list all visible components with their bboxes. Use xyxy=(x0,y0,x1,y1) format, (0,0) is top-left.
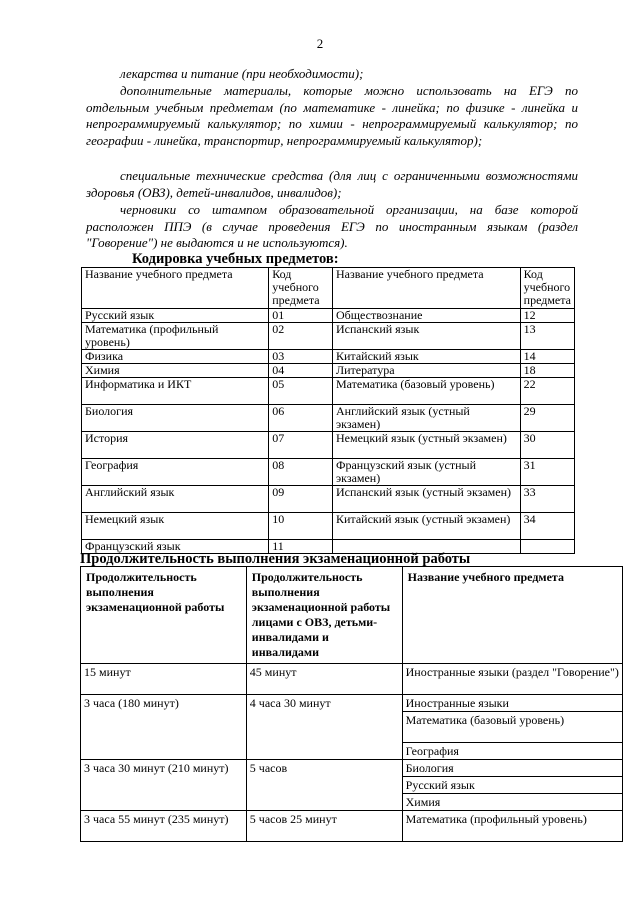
subject-code: 11 xyxy=(269,540,333,554)
duration-ovz-cell: 4 часа 30 минут xyxy=(246,695,402,760)
duration-cell: 3 часа 55 минут (235 минут) xyxy=(81,811,247,842)
table-row xyxy=(81,664,623,695)
header-subject: Название учебного предмета xyxy=(402,567,622,664)
table-row xyxy=(82,486,575,513)
subject-code: 34 xyxy=(520,513,574,540)
subject-code: 12 xyxy=(520,309,574,323)
subject-code: 07 xyxy=(269,432,333,459)
duration-table-title: Продолжительность выполнения экзаменационной работы xyxy=(80,551,471,567)
subject-code: 08 xyxy=(269,459,333,486)
subject-code: 13 xyxy=(520,323,574,350)
subject-code: 18 xyxy=(520,364,574,378)
subject-name: Французский язык xyxy=(82,540,269,554)
subject-name: Русский язык xyxy=(82,309,269,323)
subject-name: Испанский язык xyxy=(333,323,521,350)
table-row xyxy=(82,405,575,432)
subject-name: Французский язык (устный экзамен) xyxy=(333,459,521,486)
header-duration-ovz: Продолжительность выполнения экзаменационной работы лицами с ОВЗ, детьми-инвалидами и инвалидами xyxy=(246,567,402,664)
subject-code: 04 xyxy=(269,364,333,378)
subject-cell: Математика (базовый уровень) xyxy=(402,712,622,743)
duration-cell: 3 часа (180 минут) xyxy=(81,695,247,760)
subject-code: 29 xyxy=(520,405,574,432)
subject-name: Немецкий язык xyxy=(82,513,269,540)
header-duration: Продолжительность выполнения экзаменационной работы xyxy=(81,567,247,664)
subject-codes-table xyxy=(81,267,575,554)
subject-name: Математика (профильный уровень) xyxy=(82,323,269,350)
header-subject-code: Код учебного предмета xyxy=(269,268,333,309)
subject-code: 01 xyxy=(269,309,333,323)
table-row xyxy=(82,432,575,459)
subject-code: 10 xyxy=(269,513,333,540)
subject-cell: Иностранные языки xyxy=(402,695,622,712)
duration-cell: 15 минут xyxy=(81,664,247,695)
codes-table-title: Кодировка учебных предметов: xyxy=(132,251,339,267)
subject-name: История xyxy=(82,432,269,459)
subject-name: Обществознание xyxy=(333,309,521,323)
subject-code: 30 xyxy=(520,432,574,459)
subject-cell: Математика (профильный уровень) xyxy=(402,811,622,842)
header-subject-name: Название учебного предмета xyxy=(333,268,521,309)
table-row xyxy=(82,459,575,486)
subject-name: Литература xyxy=(333,364,521,378)
exam-duration-table xyxy=(80,566,623,842)
paragraph-special-means: специальные технические средства (для лиц с ограниченными возможностями здоровья (ОВЗ), детей-инвалидов, инвалидов); xyxy=(86,168,578,200)
subject-code: 05 xyxy=(269,378,333,405)
subject-name: Испанский язык (устный экзамен) xyxy=(333,486,521,513)
subject-cell: Биология xyxy=(402,760,622,777)
subject-cell: Русский язык xyxy=(402,777,622,794)
subject-code: 06 xyxy=(269,405,333,432)
subject-name: Информатика и ИКТ xyxy=(82,378,269,405)
table-row xyxy=(82,364,575,378)
paragraph-drafts: черновики со штампом образовательной организации, на базе которой расположен ППЭ (в случае проведения ЕГЭ по иностранным языкам (раздел "Говорение") не выдаются и не используются). xyxy=(86,202,578,250)
paragraph-medicine: лекарства и питание (при необходимости); xyxy=(120,66,364,81)
subject-code: 22 xyxy=(520,378,574,405)
table-row xyxy=(82,323,575,350)
subject-name: Английский язык (устный экзамен) xyxy=(333,405,521,432)
subject-code xyxy=(520,540,574,554)
subject-name: Английский язык xyxy=(82,486,269,513)
header-subject-name: Название учебного предмета xyxy=(82,268,269,309)
subject-code: 03 xyxy=(269,350,333,364)
table-row xyxy=(82,513,575,540)
page-number: 2 xyxy=(316,36,324,51)
table-row xyxy=(82,378,575,405)
subject-name: Математика (базовый уровень) xyxy=(333,378,521,405)
subject-cell: Химия xyxy=(402,794,622,811)
duration-ovz-cell: 45 минут xyxy=(246,664,402,695)
subject-name: Химия xyxy=(82,364,269,378)
table-header-row xyxy=(82,268,575,309)
subject-name: Биология xyxy=(82,405,269,432)
subject-code: 31 xyxy=(520,459,574,486)
subject-name: Физика xyxy=(82,350,269,364)
subject-name: География xyxy=(82,459,269,486)
table-row xyxy=(81,695,623,712)
subject-code: 09 xyxy=(269,486,333,513)
table-row xyxy=(82,309,575,323)
subject-cell: Иностранные языки (раздел "Говорение") xyxy=(402,664,622,695)
subject-cell: География xyxy=(402,743,622,760)
subject-code: 02 xyxy=(269,323,333,350)
duration-ovz-cell: 5 часов xyxy=(246,760,402,811)
subject-name: Китайский язык xyxy=(333,350,521,364)
table-row xyxy=(81,811,623,842)
duration-ovz-cell: 5 часов 25 минут xyxy=(246,811,402,842)
table-row xyxy=(82,350,575,364)
duration-cell: 3 часа 30 минут (210 минут) xyxy=(81,760,247,811)
subject-name: Китайский язык (устный экзамен) xyxy=(333,513,521,540)
subject-code: 33 xyxy=(520,486,574,513)
table-header-row xyxy=(81,567,623,664)
paragraph-materials: дополнительные материалы, которые можно использовать на ЕГЭ по отдельным учебным предметам (по математике - линейка; по физике - линейка и непрограммируемый калькулятор; по химии - непрограммируемый калькулятор; по географии - линейка, транспортир, непрограммируемый калькулятор); xyxy=(86,83,578,148)
table-row xyxy=(81,760,623,777)
subject-name: Немецкий язык (устный экзамен) xyxy=(333,432,521,459)
subject-code: 14 xyxy=(520,350,574,364)
header-subject-code: Код учебного предмета xyxy=(520,268,574,309)
